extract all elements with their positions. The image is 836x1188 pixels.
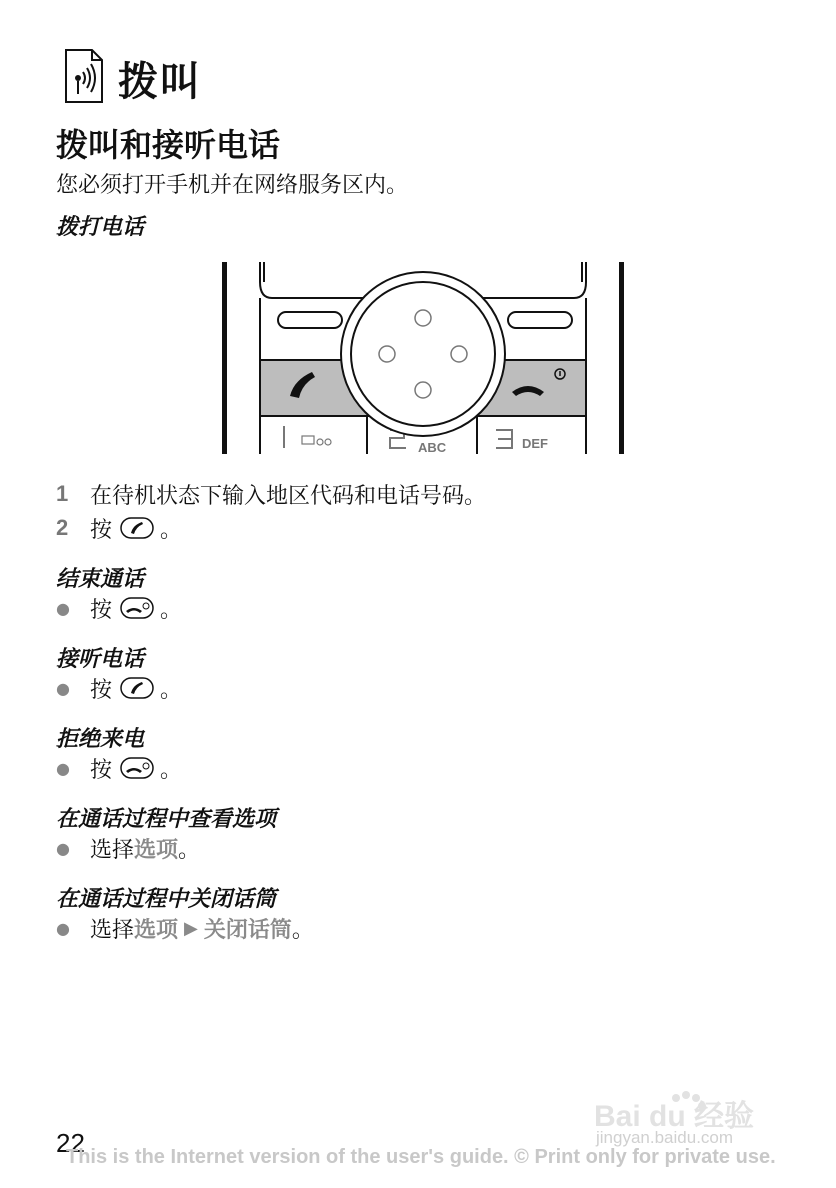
- section-intro: 您必须打开手机并在网络服务区内。: [56, 173, 409, 198]
- menu-option-options: 选项: [134, 917, 179, 943]
- step-2: [56, 512, 182, 544]
- watermark-logo-text: Bai du 经验: [594, 1100, 755, 1133]
- view-options-line: [56, 832, 200, 864]
- end-call-suffix: 。: [160, 597, 183, 623]
- reject-line: [56, 752, 182, 784]
- menu-option-options: 选项: [134, 837, 179, 863]
- step-number: 2: [56, 515, 69, 540]
- mute-suffix: 。: [291, 917, 314, 943]
- chapter-title: 拨叫: [118, 59, 202, 105]
- arrow-right-icon: ▶: [184, 917, 198, 939]
- call-key-icon: [120, 677, 154, 699]
- bullet: ●: [56, 838, 70, 858]
- end-key-icon: [120, 757, 154, 779]
- bullet: ●: [56, 598, 70, 618]
- end-key-icon: [120, 597, 154, 619]
- mute-heading: 在通话过程中关闭话筒: [56, 887, 277, 912]
- step-text: 在待机状态下输入地区代码和电话号码。: [90, 483, 487, 509]
- footer-notice: This is the Internet version of the user's guide. © Print only for private use.: [66, 1146, 776, 1168]
- view-options-heading: 在通话过程中查看选项: [56, 807, 277, 832]
- end-call-prefix: 按: [90, 597, 113, 623]
- reject-prefix: 按: [90, 757, 113, 783]
- keypad-key-2-letters: ABC: [418, 440, 447, 454]
- answer-line: [56, 672, 182, 704]
- keypad-illustration: [222, 262, 624, 454]
- bullet: ●: [56, 918, 70, 938]
- mute-line: [56, 912, 314, 944]
- view-options-prefix: 选择: [90, 837, 135, 863]
- menu-option-mute: 关闭话筒: [203, 917, 292, 943]
- watermark-url: jingyan.baidu.com: [596, 1128, 734, 1147]
- calling-icon: [64, 48, 104, 104]
- mute-prefix: 选择: [90, 917, 135, 943]
- keypad-key-3-letters: DEF: [522, 436, 548, 451]
- answer-prefix: 按: [90, 677, 113, 703]
- reject-heading: 拒绝来电: [56, 727, 145, 752]
- step-1: [56, 478, 486, 510]
- dial-heading: 拨打电话: [56, 215, 145, 240]
- step-prefix: 按: [90, 517, 113, 543]
- page-number: 22: [56, 1128, 85, 1158]
- call-key-icon: [120, 517, 154, 539]
- end-call-heading: 结束通话: [56, 567, 145, 592]
- view-options-suffix: 。: [178, 837, 201, 863]
- answer-suffix: 。: [160, 677, 183, 703]
- bullet: ●: [56, 678, 70, 698]
- step-number: 1: [56, 481, 69, 506]
- bullet: ●: [56, 758, 70, 778]
- reject-suffix: 。: [160, 757, 183, 783]
- section-title: 拨叫和接听电话: [56, 126, 281, 164]
- end-call-line: [56, 592, 182, 624]
- step-suffix: 。: [160, 517, 183, 543]
- answer-heading: 接听电话: [56, 647, 145, 672]
